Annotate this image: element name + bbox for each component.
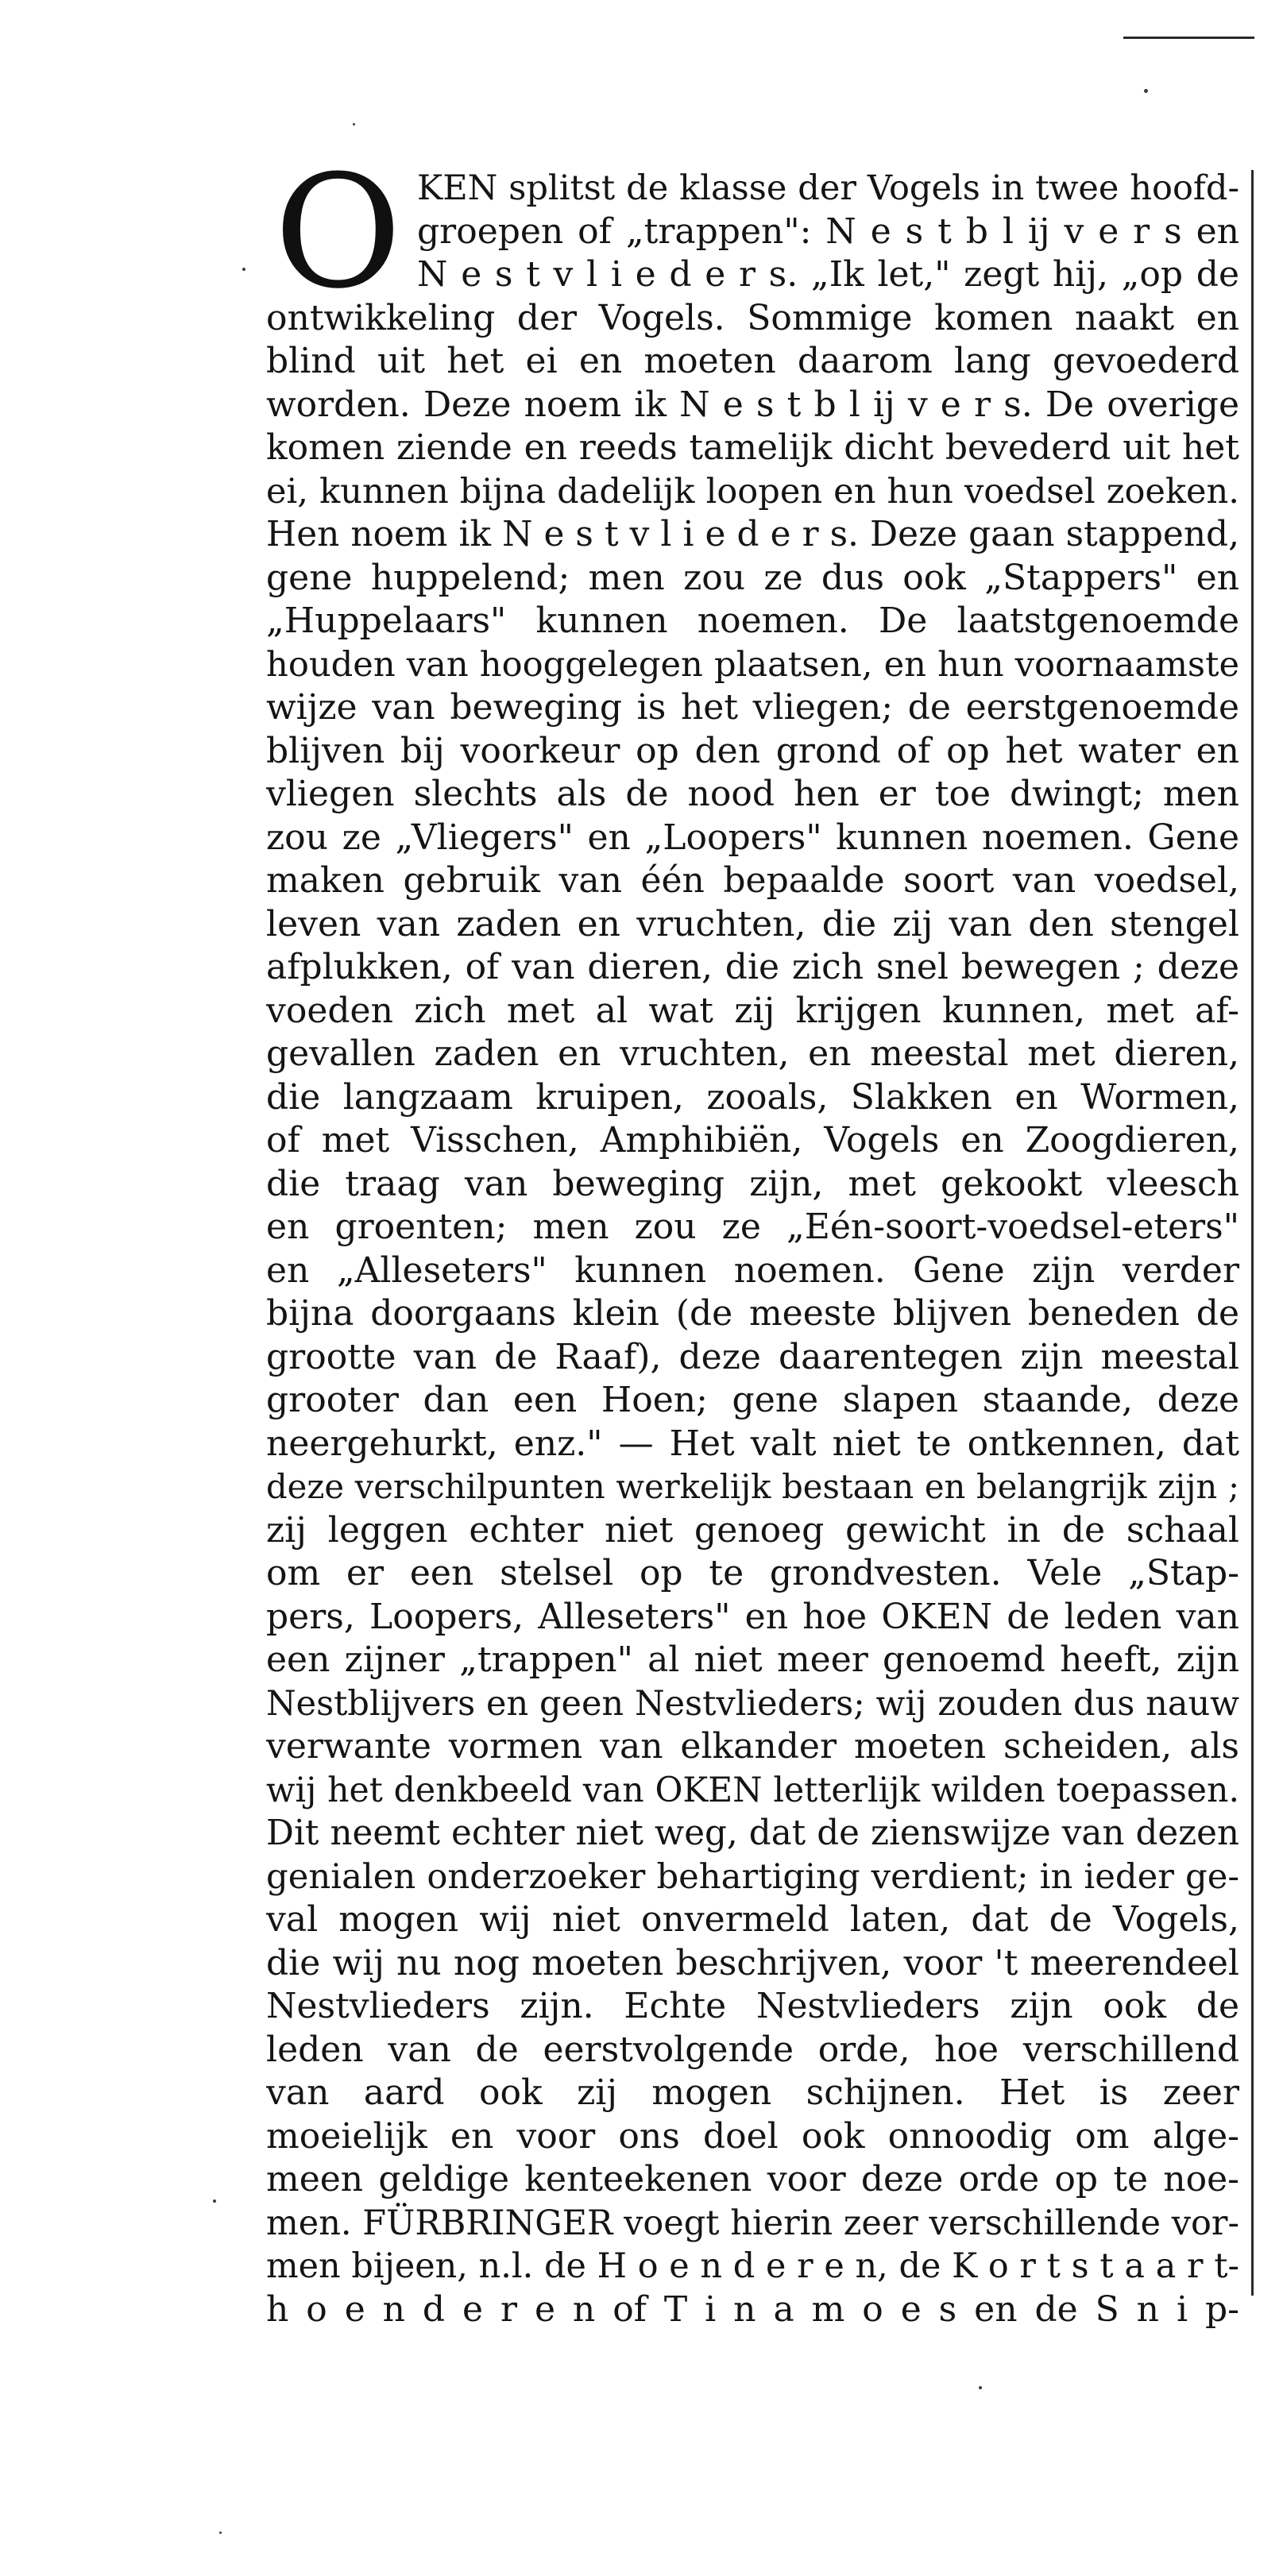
text-line: die langzaam kruipen, zooals, Slakken en Wormen, [266, 1076, 1239, 1118]
text-line: meen geldige kenteekenen voor deze orde op te noe- [266, 2159, 1239, 2199]
text-line: leven van zaden en vruchten, die zij van den stengel [266, 903, 1239, 944]
ink-speck [219, 2532, 222, 2534]
text-line: verwante vormen van elkander moeten scheiden, als [266, 1726, 1239, 1767]
text-line: Dit neemt echter niet weg, dat de zienswijze van dezen [266, 1813, 1239, 1853]
ink-speck [353, 123, 355, 126]
text-line: die wij nu nog moeten beschrijven, voor 't meerendeel [266, 1942, 1239, 1983]
text-line: zij leggen echter niet genoeg gewicht in de schaal [266, 1509, 1239, 1551]
text-line: moeielijk en voor ons doel ook onnoodig om alge- [266, 2115, 1239, 2157]
text-line: grootte van de Raaf), deze daarentegen zijn meestal [266, 1336, 1239, 1377]
text-line: val mogen wij niet onvermeld laten, dat de Vogels, [266, 1899, 1239, 1940]
text-line: en „Alleseters" kunnen noemen. Gene zijn verder [266, 1249, 1239, 1291]
text-line: om er een stelsel op te grondvesten. Vele „Stap- [266, 1553, 1239, 1593]
text-line: komen ziende en reeds tamelijk dicht bevederd uit het [266, 427, 1239, 468]
text-line: afplukken, of van dieren, die zich snel bewegen ; deze [266, 947, 1239, 987]
text-line: blijven bij voorkeur op den grond of op het water en [266, 730, 1239, 771]
text-line: worden. Deze noem ik N e s t b l ij v e r s. De overige [266, 384, 1239, 425]
text-line: wij het denkbeeld van OKEN letterlijk wilden toepassen. [266, 1770, 1239, 1810]
text-line: wijze van beweging is het vliegen; de eerstgenoemde [266, 687, 1239, 728]
text-line: gevallen zaden en vruchten, en meestal met dieren, [266, 1033, 1239, 1074]
top-rule [1123, 37, 1254, 39]
drop-cap: O [274, 142, 402, 323]
text-line: of met Visschen, Amphibiën, Vogels en Zoogdieren, [266, 1120, 1239, 1161]
text-line: Nestvlieders zijn. Echte Nestvlieders zijn ook de [266, 1986, 1239, 2026]
text-line: groepen of „trappen": N e s t b l ij v e r s en [417, 210, 1239, 252]
text-line: ontwikkeling der Vogels. Sommige komen naakt en [266, 297, 1239, 338]
text-line: en groenten; men zou ze „Eén-soort-voedsel-eters" [266, 1207, 1239, 1247]
text-line: Hen noem ik N e s t v l i e d e r s. Deze gaan stappend, [266, 514, 1239, 554]
text-line: voeden zich met al wat zij krijgen kunnen, met af- [266, 990, 1239, 1031]
text-line: gene huppelend; men zou ze dus ook „Stappers" en [266, 557, 1239, 598]
text-line: een zijner „trappen" al niet meer genoemd heeft, zijn [266, 1639, 1239, 1680]
text-line: bijna doorgaans klein (de meeste blijven beneden de [266, 1293, 1239, 1334]
body-text [266, 167, 1239, 2331]
text-line: maken gebruik van één bepaalde soort van voedsel, [266, 860, 1239, 901]
text-line: genialen onderzoeker behartiging verdient; in ieder ge- [266, 1856, 1239, 1897]
text-line: blind uit het ei en moeten daarom lang gevoederd [266, 341, 1239, 381]
text-line: grooter dan een Hoen; gene slapen staande, deze [266, 1380, 1239, 1420]
text-line: Nestblijvers en geen Nestvlieders; wij zouden dus nauw [266, 1683, 1239, 1724]
column-rule [1251, 170, 1254, 2296]
text-line: leden van de eerstvolgende orde, hoe verschillend [266, 2029, 1239, 2070]
ink-speck [242, 268, 245, 271]
text-line: van aard ook zij mogen schijnen. Het is zeer [266, 2072, 1239, 2113]
ink-speck [213, 2199, 216, 2203]
text-line: pers, Loopers, Alleseters" en hoe OKEN de leden van [266, 1596, 1239, 1637]
text-line: neergehurkt, enz." — Het valt niet te ontkennen, dat [266, 1423, 1239, 1464]
text-line: h o e n d e r e n of T i n a m o e s en de S n i p- [266, 2288, 1239, 2330]
ink-speck [1144, 89, 1148, 93]
text-line: houden van hooggelegen plaatsen, en hun voornaamste [266, 644, 1239, 685]
text-line: zou ze „Vliegers" en „Loopers" kunnen noemen. Gene [266, 817, 1239, 858]
text-line: KEN splitst de klasse der Vogels in twee hoofd- [417, 168, 1239, 208]
text-line: die traag van beweging zijn, met gekookt vleesch [266, 1163, 1239, 1204]
text-line: men. FÜRBRINGER voegt hierin zeer verschillende vor- [266, 2203, 1239, 2243]
text-line: men bijeen, n.l. de H o e n d e r e n, de K o r t s t a a r t- [266, 2246, 1239, 2286]
text-line: vliegen slechts als de nood hen er toe dwingt; men [266, 774, 1239, 814]
ink-speck [979, 2386, 982, 2389]
text-line: „Huppelaars" kunnen noemen. De laatstgenoemde [266, 601, 1239, 641]
text-line: deze verschilpunten werkelijk bestaan en belangrijk zijn ; [266, 1467, 1239, 1506]
text-line: N e s t v l i e d e r s. „Ik let," zegt hij, „op de [417, 254, 1239, 295]
text-line: ei, kunnen bijna dadelijk loopen en hun voedsel zoeken. [266, 471, 1239, 512]
